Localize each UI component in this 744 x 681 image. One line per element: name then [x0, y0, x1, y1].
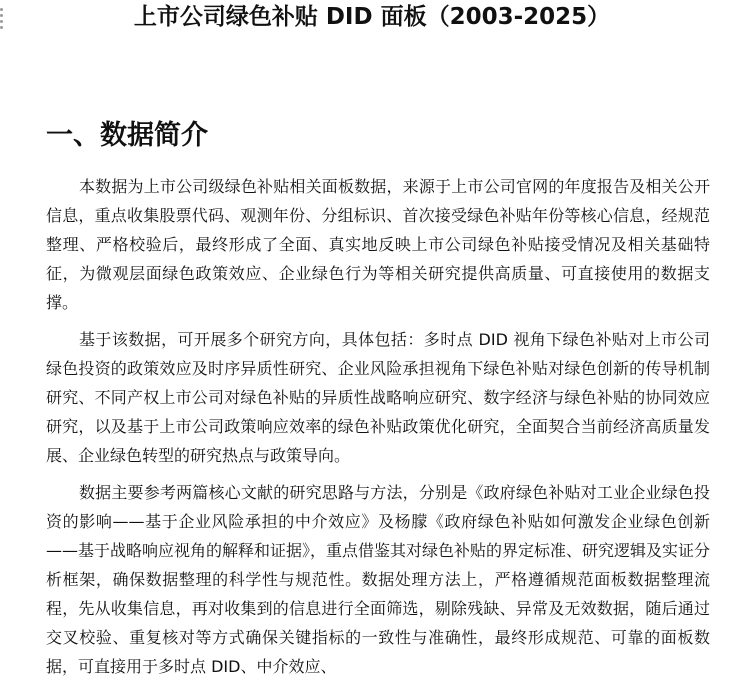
paragraph-research-directions: 基于该数据，可开展多个研究方向，具体包括：多时点 DID 视角下绿色补贴对上市公司绿色投资的政策效应及时序异质性研究、企业风险承担视角下绿色补贴对绿色创新的传导机制研究、不同产权上市公司对绿色补贴的异质性战略响应研究、数字经济与绿色补贴的协同效应研究，以及基于上市公司政策响应效率的绿色补贴政策优化研究，全面契合当前经济高质量发展、企业绿色转型的研究热点与政策导向。 [46, 330, 710, 465]
section-heading: 一、数据简介 [46, 120, 208, 151]
document-title: 上市公司绿色补贴 DID 面板（2003-2025） [133, 4, 611, 30]
paragraph-intro: 本数据为上市公司级绿色补贴相关面板数据，来源于上市公司官网的年度报告及相关公开信息，重点收集股票代码、观测年份、分组标识、首次接受绿色补贴年份等核心信息，经规范整理、严格校验后，最终形成了全面、真实地反映上市公司绿色补贴接受情况及相关基础特征，为微观层面绿色政策效应、企业绿色行为等相关研究提供高质量、可直接使用的数据支撑。 [46, 177, 710, 312]
paragraph-methodology: 数据主要参考两篇核心文献的研究思路与方法，分别是《政府绿色补贴对工业企业绿色投资的影响——基于企业风险承担的中介效应》及杨朦《政府绿色补贴如何激发企业绿色创新——基于战略响应视角的解释和证据》，重点借鉴其对绿色补贴的界定标准、研究逻辑及实证分析框架，确保数据整理的科学性与规范性。数据处理方法上，严格遵循规范面板数据整理流程，先从收集信息，再对收集到的信息进行全面筛选，剔除残缺、异常及无效数据，随后通过交叉校验、重复核对等方式确保关键指标的一致性与准确性，最终形成规范、可靠的面板数据，可直接用于多时点 DID、中介效应、 [46, 483, 711, 676]
